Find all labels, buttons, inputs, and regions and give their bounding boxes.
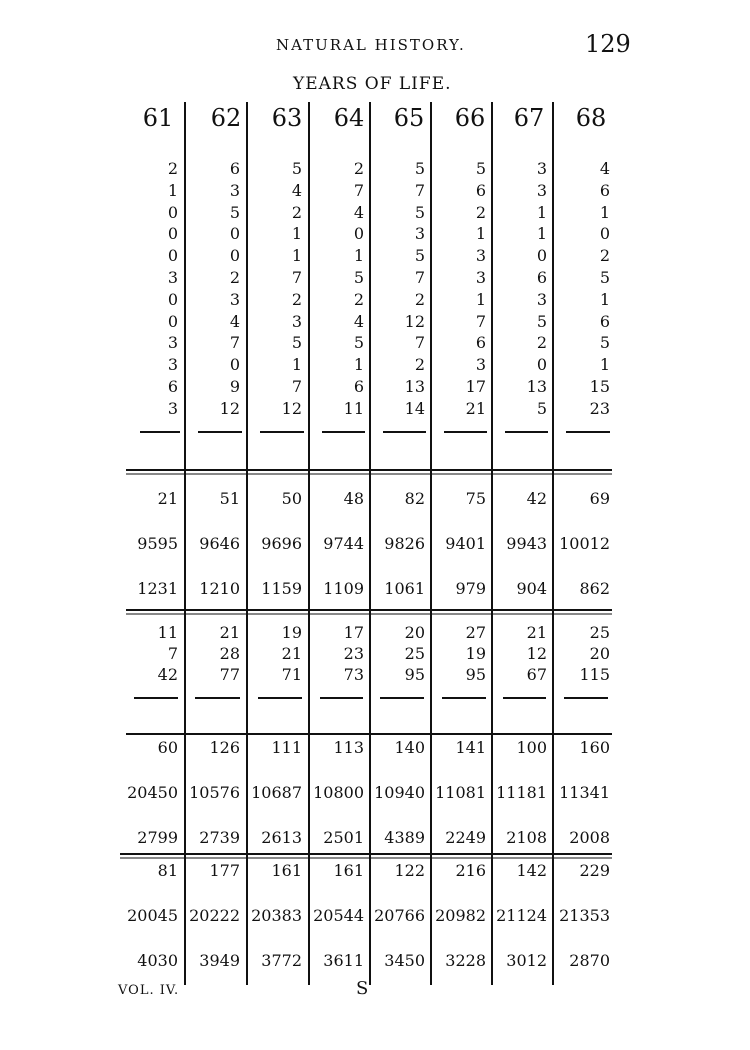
table-cell: 10576: [189, 783, 240, 802]
table-cell: 2: [353, 159, 364, 178]
running-title: NATURAL HISTORY.: [276, 36, 466, 54]
table-cell: 2739: [199, 828, 240, 847]
table-cell: 12: [526, 644, 547, 663]
table-cell: 19: [465, 644, 486, 663]
table-cell: 0: [229, 355, 240, 375]
table-cell: 4: [353, 311, 364, 331]
table-cell: 1: [353, 355, 364, 375]
table-cell: 10012: [559, 534, 610, 553]
table-cell: 2: [536, 333, 547, 353]
table-cell: 20383: [251, 906, 302, 925]
table-cell: 20766: [374, 906, 425, 925]
table-cell: 3772: [261, 951, 302, 970]
year-header: 62: [210, 104, 242, 132]
table-cell: 216: [455, 861, 486, 880]
table-cell: 20982: [435, 906, 486, 925]
table-cell: 3450: [384, 951, 425, 970]
table-cell: 28: [219, 644, 240, 663]
table-cell: 1: [599, 202, 610, 222]
table-cell: 0: [167, 289, 178, 309]
table-cell: 13: [526, 377, 547, 396]
table-cell: 5: [291, 333, 302, 353]
table-cell: 3: [167, 268, 178, 287]
table-cell: 111: [271, 738, 302, 757]
table-cell: 0: [229, 246, 240, 266]
table-cell: 21353: [559, 906, 610, 925]
table-cell: 3: [475, 268, 486, 287]
table-cell: 20544: [313, 906, 364, 925]
table-cell: 5: [414, 246, 425, 266]
table-cell: 23: [589, 398, 610, 418]
table-cell: 5: [414, 159, 425, 178]
table-cell: 95: [465, 665, 486, 684]
table-cell: 161: [271, 861, 302, 880]
table-cell: 0: [167, 311, 178, 331]
table-cell: 3949: [199, 951, 240, 970]
table-cell: 27: [465, 623, 486, 642]
table-cell: 0: [167, 202, 178, 222]
table-cell: 1: [536, 224, 547, 244]
table-cell: 1: [167, 180, 178, 200]
table-cell: 20: [589, 644, 610, 663]
year-header: 61: [142, 104, 174, 132]
table-cell: 5: [536, 398, 547, 418]
table-cell: 1: [353, 246, 364, 266]
table-cell: 3: [414, 224, 425, 244]
table-cell: 11: [343, 398, 364, 418]
table-cell: 7: [414, 333, 425, 353]
table-cell: 14: [404, 398, 425, 418]
table-cell: 1109: [323, 579, 364, 598]
table-cell: 1231: [137, 579, 178, 598]
table-cell: 113: [333, 738, 364, 757]
table-cell: 2501: [323, 828, 364, 847]
table-cell: 69: [589, 489, 610, 508]
year-header: 64: [333, 104, 365, 132]
table-cell: 42: [526, 489, 547, 508]
table-cell: 1210: [199, 579, 240, 598]
table-cell: 15: [589, 377, 610, 396]
table-cell: 1: [291, 355, 302, 375]
table-subtitle: YEARS OF LIFE.: [293, 74, 452, 94]
table-cell: 4389: [384, 828, 425, 847]
table-cell: 21: [157, 489, 178, 508]
table-cell: 77: [219, 665, 240, 684]
table-cell: 23: [343, 644, 364, 663]
table-cell: 3228: [445, 951, 486, 970]
table-cell: 25: [589, 623, 610, 642]
table-cell: 126: [209, 738, 240, 757]
table-cell: 6: [353, 377, 364, 396]
table-cell: 7: [353, 180, 364, 200]
table-cell: 122: [394, 861, 425, 880]
table-cell: 4: [599, 159, 610, 178]
table-cell: 10940: [374, 783, 425, 802]
table-cell: 5: [599, 333, 610, 353]
table-cell: 10800: [313, 783, 364, 802]
table-cell: 12: [281, 398, 302, 418]
table-cell: 2799: [137, 828, 178, 847]
table-cell: 12: [404, 311, 425, 331]
table-cell: 3: [167, 355, 178, 375]
table-cell: 82: [404, 489, 425, 508]
table-cell: 100: [516, 738, 547, 757]
page-number: 129: [585, 30, 631, 58]
table-cell: 5: [475, 159, 486, 178]
table-cell: 2: [475, 202, 486, 222]
table-cell: 21: [526, 623, 547, 642]
table-cell: 7: [291, 268, 302, 287]
table-cell: 6: [599, 180, 610, 200]
table-cell: 20222: [189, 906, 240, 925]
table-cell: 115: [579, 665, 610, 684]
table-cell: 141: [455, 738, 486, 757]
table-cell: 177: [209, 861, 240, 880]
table-cell: 3611: [323, 951, 364, 970]
table-cell: 1: [599, 289, 610, 309]
table-cell: 0: [536, 355, 547, 375]
table-cell: 4: [353, 202, 364, 222]
table-cell: 7: [291, 377, 302, 396]
table-cell: 6: [229, 159, 240, 178]
table-cell: 19: [281, 623, 302, 642]
table-cell: 6: [475, 180, 486, 200]
table-cell: 161: [333, 861, 364, 880]
table-cell: 7: [167, 644, 178, 663]
table-cell: 7: [414, 180, 425, 200]
table-cell: 21: [465, 398, 486, 418]
table-cell: 3: [291, 311, 302, 331]
table-cell: 0: [353, 224, 364, 244]
table-cell: 2008: [569, 828, 610, 847]
table-cell: 2: [353, 289, 364, 309]
table-cell: 5: [291, 159, 302, 178]
table-cell: 75: [465, 489, 486, 508]
table-cell: 0: [167, 246, 178, 266]
table-cell: 1061: [384, 579, 425, 598]
table-cell: 3: [229, 289, 240, 309]
table-cell: 4: [229, 311, 240, 331]
table-cell: 1: [475, 224, 486, 244]
table-cell: 229: [579, 861, 610, 880]
table-cell: 3: [475, 246, 486, 266]
table-cell: 81: [157, 861, 178, 880]
table-cell: 1: [599, 355, 610, 375]
table-cell: 3: [536, 159, 547, 178]
table-cell: 2870: [569, 951, 610, 970]
table-cell: 5: [536, 311, 547, 331]
table-cell: 0: [599, 224, 610, 244]
table-cell: 4030: [137, 951, 178, 970]
table-cell: 160: [579, 738, 610, 757]
table-cell: 73: [343, 665, 364, 684]
table-cell: 20450: [127, 783, 178, 802]
table-cell: 6: [475, 333, 486, 353]
table-cell: 7: [414, 268, 425, 287]
table-cell: 1: [291, 246, 302, 266]
table-cell: 3: [536, 180, 547, 200]
table-cell: 4: [291, 180, 302, 200]
table-cell: 12: [219, 398, 240, 418]
table-cell: 2: [414, 289, 425, 309]
table-cell: 1: [536, 202, 547, 222]
table-cell: 9826: [384, 534, 425, 553]
table-cell: 67: [526, 665, 547, 684]
table-cell: 2: [291, 202, 302, 222]
table-cell: 11341: [559, 783, 610, 802]
table-cell: 5: [599, 268, 610, 287]
table-cell: 3: [167, 333, 178, 353]
table-cell: 142: [516, 861, 547, 880]
table-cell: 6: [167, 377, 178, 396]
year-header: 63: [271, 104, 303, 132]
table-cell: 3: [167, 398, 178, 418]
table-cell: 10687: [251, 783, 302, 802]
table-cell: 3: [536, 289, 547, 309]
table-cell: 51: [219, 489, 240, 508]
table-cell: 1: [291, 224, 302, 244]
table-cell: 42: [157, 665, 178, 684]
table-cell: 2: [167, 159, 178, 178]
table-cell: 17: [343, 623, 364, 642]
year-header: 65: [393, 104, 425, 132]
table-cell: 2: [599, 246, 610, 266]
table-cell: 7: [475, 311, 486, 331]
table-cell: 95: [404, 665, 425, 684]
table-cell: 3: [229, 180, 240, 200]
table-cell: 48: [343, 489, 364, 508]
table-cell: 2613: [261, 828, 302, 847]
year-header: 68: [575, 104, 607, 132]
table-cell: 6: [599, 311, 610, 331]
table-cell: 5: [414, 202, 425, 222]
table-cell: 3: [475, 355, 486, 375]
table-cell: 2: [229, 268, 240, 287]
volume-label: VOL. IV.: [118, 983, 180, 998]
table-cell: 11181: [496, 783, 547, 802]
table-cell: 0: [229, 224, 240, 244]
table-cell: 71: [281, 665, 302, 684]
table-cell: 5: [353, 268, 364, 287]
table-cell: 2249: [445, 828, 486, 847]
table-cell: 904: [516, 579, 547, 598]
table-cell: 11: [157, 623, 178, 642]
table-cell: 13: [404, 377, 425, 396]
table-cell: 21: [281, 644, 302, 663]
table-cell: 862: [579, 579, 610, 598]
table-cell: 3012: [506, 951, 547, 970]
table-cell: 979: [455, 579, 486, 598]
table-cell: 9696: [261, 534, 302, 553]
table-cell: 1159: [261, 579, 302, 598]
table-cell: 20: [404, 623, 425, 642]
table-cell: 0: [167, 224, 178, 244]
table-cell: 60: [157, 738, 178, 757]
table-cell: 9: [229, 377, 240, 396]
table-cell: 9595: [137, 534, 178, 553]
table-cell: 6: [536, 268, 547, 287]
table-cell: 11081: [435, 783, 486, 802]
table-cell: 9401: [445, 534, 486, 553]
table-cell: 9943: [506, 534, 547, 553]
table-cell: 21: [219, 623, 240, 642]
table-cell: 5: [229, 202, 240, 222]
table-cell: 20045: [127, 906, 178, 925]
table-cell: 7: [229, 333, 240, 353]
table-cell: 2: [414, 355, 425, 375]
table-cell: 50: [281, 489, 302, 508]
table-cell: 25: [404, 644, 425, 663]
table-cell: 2: [291, 289, 302, 309]
table-cell: 1: [475, 289, 486, 309]
table-cell: 21124: [496, 906, 547, 925]
table-cell: 5: [353, 333, 364, 353]
table-cell: 9646: [199, 534, 240, 553]
table-cell: 17: [465, 377, 486, 396]
table-cell: 0: [536, 246, 547, 266]
table-cell: 9744: [323, 534, 364, 553]
year-header: 67: [513, 104, 545, 132]
year-header: 66: [454, 104, 486, 132]
signature-mark: S: [356, 978, 369, 999]
table-cell: 140: [394, 738, 425, 757]
table-cell: 2108: [506, 828, 547, 847]
